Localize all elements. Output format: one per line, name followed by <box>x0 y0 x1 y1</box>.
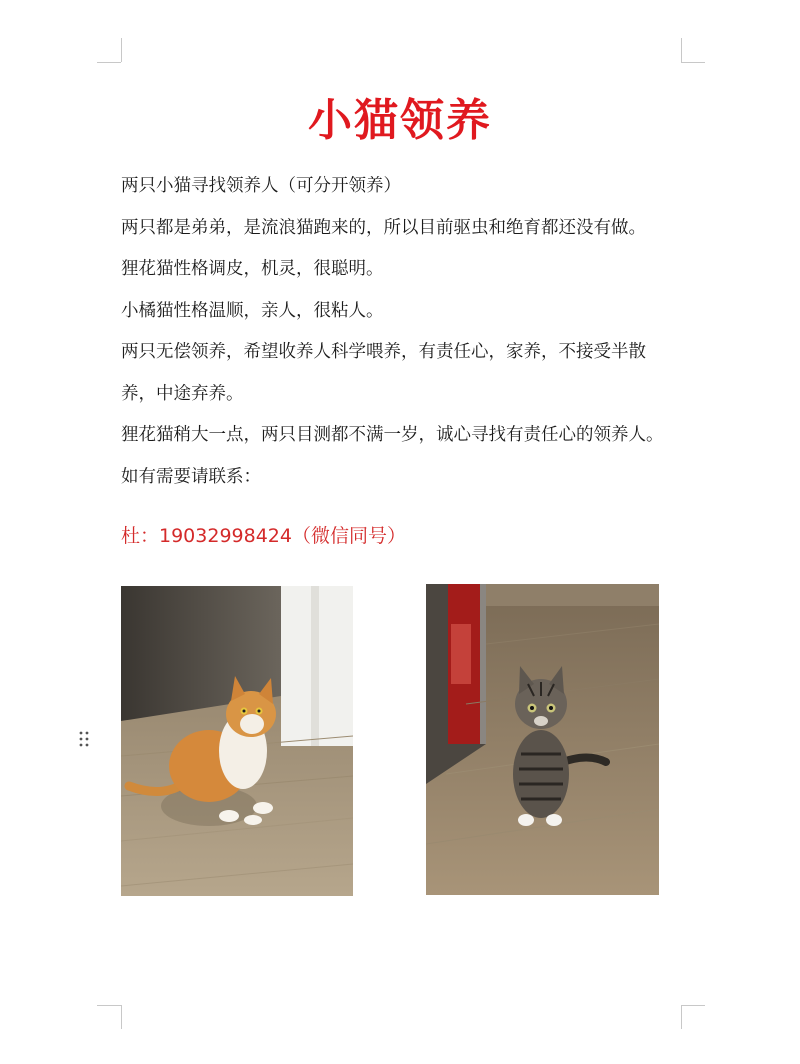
crop-mark-top-right-v <box>681 38 682 62</box>
paragraph-requirements: 两只无偿领养，希望收养人科学喂养，有责任心，家养，不接受半散 <box>121 342 646 362</box>
paragraph-requirements-cont: 养，中途弃养。 <box>121 383 244 404</box>
document-title: 小猫领养 <box>308 95 492 146</box>
paragraph-contact-prompt: 如有需要请联系： <box>121 466 261 487</box>
paragraph-intro: 两只小猫寻找领养人（可分开领养） <box>121 176 401 196</box>
crop-mark-top-right-h <box>681 62 705 63</box>
crop-mark-bottom-left-v <box>121 1005 122 1029</box>
paragraph-status: 两只都是弟弟，是流浪猫跑来的，所以目前驱虫和绝育都还没有做。 <box>121 217 646 238</box>
crop-mark-top-left-v <box>121 38 122 62</box>
document-body <box>121 166 691 498</box>
contact-info: 杜：19032998424（微信同号） <box>121 525 406 547</box>
crop-mark-bottom-right-h <box>681 1005 705 1006</box>
crop-mark-bottom-left-h <box>97 1005 121 1006</box>
drag-handle-icon[interactable] <box>79 731 89 747</box>
paragraph-tabby-personality: 狸花猫性格调皮，机灵，很聪明。 <box>121 259 384 279</box>
paragraph-age: 狸花猫稍大一点，两只目测都不满一岁，诚心寻找有责任心的领养人。 <box>121 425 664 445</box>
crop-mark-top-left-h <box>97 62 121 63</box>
orange-white-cat-photo <box>121 586 353 896</box>
tabby-cat-photo <box>426 584 659 895</box>
crop-mark-bottom-right-v <box>681 1005 682 1029</box>
paragraph-orange-personality: 小橘猫性格温顺，亲人，很粘人。 <box>121 300 384 321</box>
